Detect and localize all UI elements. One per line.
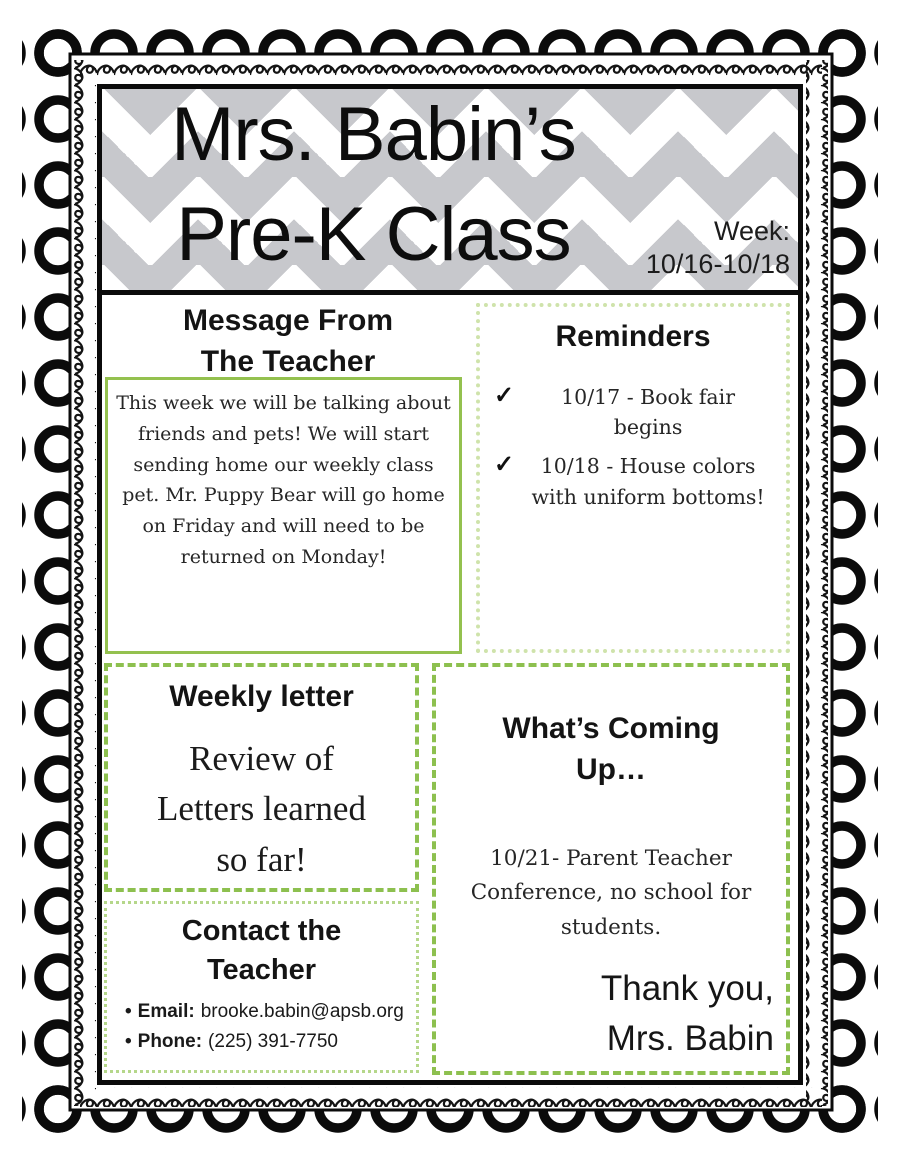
week-value: 10/16-10/18 bbox=[645, 249, 790, 280]
signoff bbox=[601, 964, 774, 1066]
body-line: Review of bbox=[189, 738, 334, 778]
heading-line: Up… bbox=[576, 752, 646, 786]
whats-coming-up-box bbox=[432, 663, 790, 1075]
reminders-list bbox=[488, 382, 778, 513]
weekly-letter-body bbox=[114, 734, 409, 886]
message-body-box: This week we will be talking about friends and pets! We will start sending home our weekly class pet. Mr. Puppy Bear will go home on Friday and will need to be returned on Monday! bbox=[105, 377, 462, 654]
contact-heading bbox=[113, 912, 410, 990]
contact-box bbox=[104, 901, 419, 1073]
heading-line: Contact the bbox=[181, 915, 342, 947]
signoff-line: Mrs. Babin bbox=[606, 1019, 774, 1059]
bullet-icon: • bbox=[125, 1001, 132, 1023]
list-item bbox=[494, 382, 772, 444]
weekly-letter-heading: Weekly letter bbox=[169, 680, 354, 713]
list-item bbox=[125, 1030, 410, 1055]
list-item bbox=[494, 451, 772, 513]
heading-line: What’s Coming bbox=[502, 712, 720, 745]
contact-list bbox=[113, 1000, 410, 1054]
body-line: Letters learned bbox=[157, 789, 366, 829]
content-frame bbox=[97, 84, 803, 1085]
reminders-heading: Reminders bbox=[555, 320, 711, 353]
heading-line: Teacher bbox=[206, 954, 317, 987]
title-line: Mrs. Babin’s bbox=[171, 92, 576, 177]
message-heading bbox=[102, 301, 474, 382]
contact-value: brooke.babin@apsb.org bbox=[200, 1001, 404, 1023]
title-line: Pre-K Class bbox=[176, 192, 571, 278]
reminders-box bbox=[476, 303, 790, 653]
contact-label: Email: bbox=[137, 1001, 195, 1023]
weekly-letter-box bbox=[104, 663, 419, 892]
reminder-text: 10/18 - House colors with uniform bottoms! bbox=[531, 454, 765, 509]
check-icon: ✓ bbox=[494, 381, 515, 409]
reminder-text: 10/17 - Book fair begins bbox=[561, 384, 735, 440]
contact-value: (225) 391-7750 bbox=[208, 1030, 338, 1052]
page-title bbox=[102, 85, 645, 286]
whats-coming-up-heading bbox=[446, 709, 776, 790]
list-item bbox=[125, 1000, 410, 1025]
body-line: so far! bbox=[216, 840, 307, 879]
whats-coming-up-body: 10/21- Parent Teacher Conference, no school for students. bbox=[470, 846, 752, 940]
check-icon: ✓ bbox=[494, 451, 515, 478]
week-label: Week: bbox=[713, 215, 790, 246]
contact-label: Phone: bbox=[137, 1030, 203, 1052]
heading-line: Message From bbox=[182, 304, 394, 337]
week-info bbox=[646, 215, 790, 283]
header-banner bbox=[102, 89, 798, 295]
signoff-line: Thank you, bbox=[600, 968, 774, 1008]
bullet-icon: • bbox=[125, 1030, 132, 1052]
heading-line: The Teacher bbox=[200, 344, 376, 378]
